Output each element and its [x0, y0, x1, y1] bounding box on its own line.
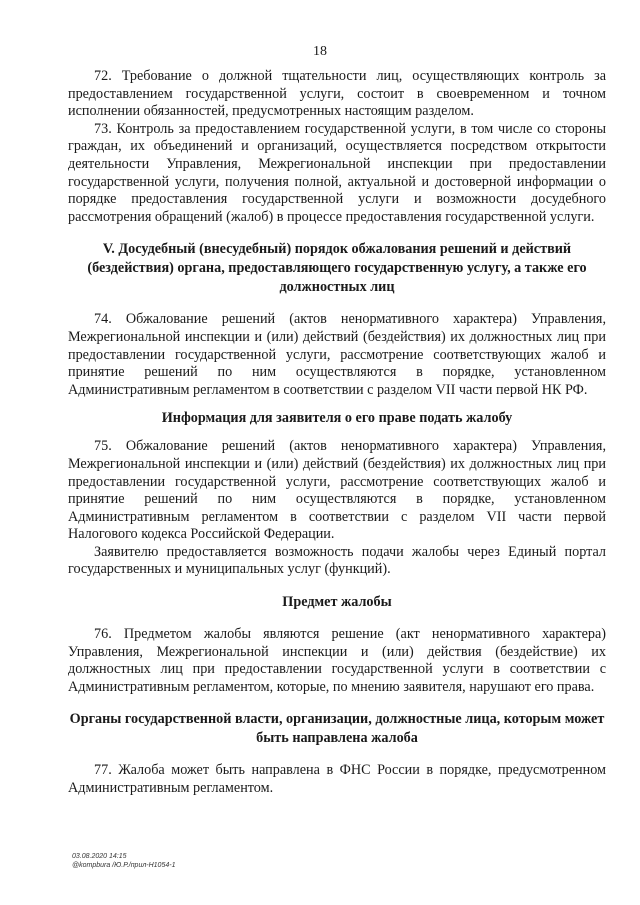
paragraph-77: 77. Жалоба может быть направлена в ФНС России в порядке, предусмотренном Административным регламентом.	[68, 762, 606, 797]
heading-section-5: V. Досудебный (внесудебный) порядок обжалования решений и действий (бездействия) органа, предоставляющего государственную услугу, а также его должностных лиц	[87, 241, 587, 296]
paragraph-72: 72. Требование о должной тщательности лиц, осуществляющих контроль за предоставлением государственной услуги, состоит в своевременном и точном исполнении обязанностей, предусмотренных настоящим разделом.	[68, 68, 606, 120]
paragraph-74: 74. Обжалование решений (актов ненормативного характера) Управления, Межрегиональной инспекции и (или) действий (бездействия) их должностных лиц при предоставлении государственной услуги, рассмотрение соответствующих жалоб и принятие решений по ним осуществляются в порядке, установленном Административным регламентом в соответствии с разделом VII части первой НК РФ.	[68, 311, 606, 398]
paragraph-75: 75. Обжалование решений (актов ненормативного характера) Управления, Межрегиональной инспекции и (или) действий (бездействия) их должностных лиц при предоставлении государственной услуги, рассмотрение соответствующих жалоб и принятие решений по ним осуществляются в порядке, установленном Административным регламентом в соответствии с разделом VII части первой Налогового кодекса Российской Федерации.	[68, 438, 606, 543]
page-number: 18	[313, 44, 327, 59]
paragraph-76: 76. Предметом жалобы являются решение (акт ненормативного характера) Управления, Межрегиональной инспекции и (или) действия (бездействие) их должностных лиц при предоставлении государственной услуги в соответствии с Административным регламентом, которые, по мнению заявителя, нарушают его права.	[68, 626, 606, 695]
paragraph-73: 73. Контроль за предоставлением государственной услуги, в том числе со стороны граждан, их объединений и организаций, осуществляется посредством открытости деятельности Управления, Межрегиональной инспекции при предоставлении государственной услуги, получения полной, актуальной и достоверной информации о порядке предоставления государственной услуги и возможности досудебного рассмотрения обращений (жалоб) в процессе предоставления государственной услуги.	[68, 120, 606, 225]
heading-complaint-right: Информация для заявителя о его праве подать жалобу	[161, 410, 513, 427]
document-footer	[72, 852, 175, 870]
paragraph-75-portal: Заявителю предоставляется возможность подачи жалобы через Единый портал государственных и муниципальных услуг (функций).	[68, 543, 606, 578]
heading-complaint-bodies: Органы государственной власти, организации, должностные лица, которым может быть направлена жалоба	[69, 711, 605, 747]
document-body	[68, 68, 606, 798]
heading-complaint-subject: Предмет жалобы	[282, 594, 392, 611]
footer-path: @kompbura /Ю.Р./прил-Н1054-1	[72, 862, 176, 869]
footer-date: 03.08.2020 14:15	[72, 853, 127, 860]
